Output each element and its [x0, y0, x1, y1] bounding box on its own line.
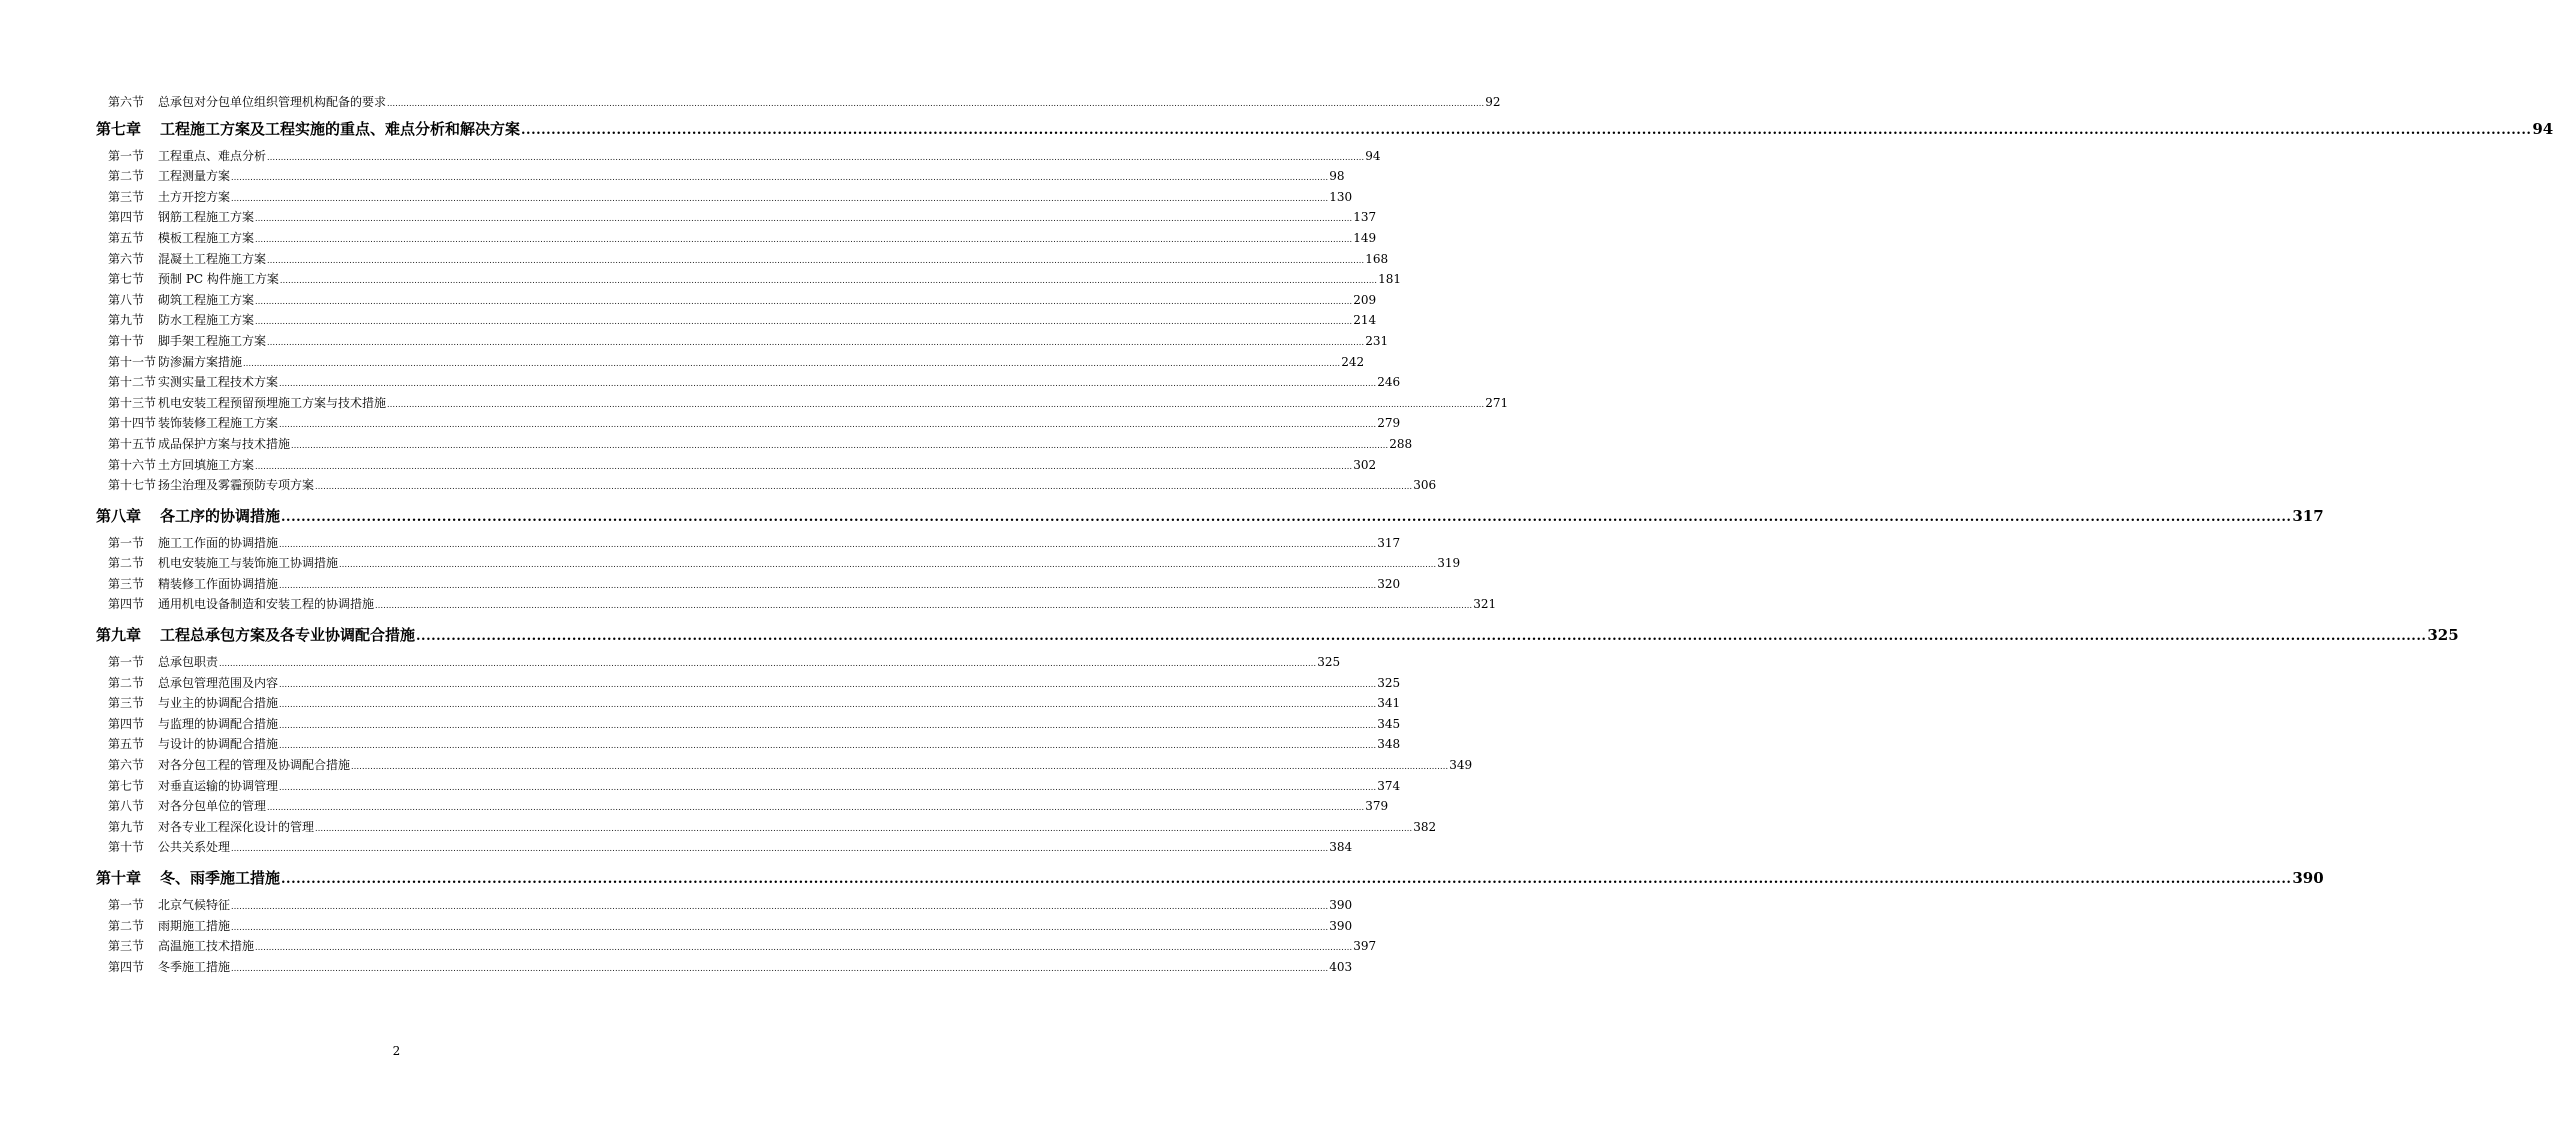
section-number: 第十四节: [108, 416, 157, 431]
section-title: 工程重点、难点分析: [158, 148, 267, 163]
toc-section-entry[interactable]: [96, 228, 1377, 249]
section-number: 第八节: [108, 799, 145, 814]
chapter-number: 第八章: [96, 506, 142, 525]
dot-leader: ................................................................................................................................................................................................................................................................................................................................................................................................................: [279, 580, 1377, 590]
toc-page-number: 94: [1365, 148, 1381, 163]
dot-leader: ................................................................................................................................................................................................................................................................................................................................................................................................................: [267, 255, 1365, 265]
toc-page-number: 302: [1353, 457, 1377, 472]
toc-page-number: 130: [1329, 189, 1353, 204]
section-number: 第十六节: [108, 457, 157, 472]
section-title: 机电安装施工与装饰施工协调措施: [158, 556, 339, 571]
section-number: 第六节: [108, 251, 145, 266]
toc-section-entry[interactable]: [96, 310, 1377, 331]
section-number: 第七节: [108, 272, 145, 287]
toc-page-number: 345: [1377, 716, 1401, 731]
toc-page-number: 209: [1353, 292, 1377, 307]
toc-page-number: 246: [1377, 375, 1401, 390]
section-number: 第八节: [108, 292, 145, 307]
section-title: 北京气候特征: [158, 898, 231, 912]
toc-section-entry[interactable]: [96, 734, 1401, 755]
section-number: 第十二节: [108, 375, 157, 390]
dot-leader: ................................................................................................................................................................................................................................................................................................................................................................................................................: [279, 679, 1377, 689]
section-number: 第一节: [108, 148, 145, 163]
section-title: 雨期施工措施: [158, 918, 231, 933]
dot-leader: ................................................................................................................................................................................................................................................................................................................................................................................................................: [279, 276, 1378, 286]
toc-chapter-entry[interactable]: [96, 504, 2324, 528]
toc-page-number: 242: [1341, 354, 1365, 369]
section-number: 第二节: [108, 918, 145, 933]
toc-page-number: 149: [1353, 230, 1377, 245]
section-number: 第四节: [108, 597, 145, 612]
toc-page-number: 390: [1329, 898, 1353, 912]
dot-leader: ................................................................................................................................................................................................................................................................................................................................................................................................................: [279, 720, 1377, 730]
dot-leader: ................................................................................................................................................................................................................................................................................................................................................................................................................: [231, 963, 1329, 973]
toc-page-number: 390: [2292, 869, 2324, 887]
dot-leader: ................................................................................................................................................................................................................................................................................................................................................................................................................: [231, 922, 1329, 932]
toc-section-entry[interactable]: [96, 269, 1401, 290]
toc-section-entry[interactable]: [96, 895, 1353, 916]
chapter-title: 工程施工方案及工程实施的重点、难点分析和解决方案: [160, 119, 521, 138]
toc-section-entry[interactable]: [96, 776, 1401, 797]
toc-page-number: 288: [1389, 436, 1413, 451]
section-number: 第四节: [108, 716, 145, 731]
dot-leader: ................................................................................................................................................................................................................................................................................................................................................................................................................: [231, 902, 1329, 911]
section-number: 第七节: [108, 778, 145, 793]
toc-page-number: 306: [1413, 478, 1437, 493]
section-title: 精装修工作面协调措施: [158, 576, 279, 591]
toc-page-number: 181: [1378, 272, 1401, 287]
dot-leader: ................................................................................................................................................................................................................................................................................................................................................................................................................: [231, 844, 1329, 854]
section-title: 钢筋工程施工方案: [158, 210, 255, 225]
toc-section-entry[interactable]: [96, 673, 1401, 694]
toc-section-entry[interactable]: [96, 936, 1377, 957]
toc-page-number: 321: [1473, 597, 1497, 612]
dot-leader: ................................................................................................................................................................................................................................................................................................................................................................................................................: [351, 762, 1449, 772]
toc-page-number: 325: [2427, 626, 2459, 645]
toc-page-number: 94: [2532, 119, 2553, 138]
dot-leader: ................................................................................................................................................................................................................................................................................................................................................................................................................: [255, 296, 1353, 306]
dot-leader: ................................................................................................................................................................................................................................................................................................................................................................................................................: [416, 629, 2427, 645]
section-title: 装饰装修工程施工方案: [158, 416, 279, 431]
toc-page-number: 397: [1353, 939, 1377, 954]
toc-page-number: 390: [1329, 918, 1353, 933]
section-title: 对各分包单位的管理: [158, 799, 267, 814]
toc-page-number: 319: [1437, 556, 1461, 571]
toc-section-entry[interactable]: [96, 553, 1461, 574]
section-title: 实测实量工程技术方案: [158, 375, 279, 390]
section-title: 预制 PC 构件施工方案: [158, 272, 279, 287]
dot-leader: ................................................................................................................................................................................................................................................................................................................................................................................................................: [267, 152, 1365, 162]
dot-leader: ................................................................................................................................................................................................................................................................................................................................................................................................................: [279, 700, 1377, 710]
chapter-number: 第九章: [96, 626, 142, 645]
toc-page-number: 214: [1353, 313, 1377, 328]
dot-leader: ................................................................................................................................................................................................................................................................................................................................................................................................................: [279, 539, 1377, 549]
toc-section-entry[interactable]: [96, 594, 1497, 615]
section-number: 第十五节: [108, 436, 157, 451]
section-number: 第十一节: [108, 354, 157, 369]
toc-chapter-entry[interactable]: [96, 866, 2324, 890]
section-title: 土方开挖方案: [158, 189, 231, 204]
toc-section-entry[interactable]: [96, 92, 1501, 113]
dot-leader: ................................................................................................................................................................................................................................................................................................................................................................................................................: [387, 399, 1485, 409]
section-title: 土方回填施工方案: [158, 457, 255, 472]
chapter-number: 第十章: [96, 869, 142, 887]
section-number: 第一节: [108, 535, 145, 550]
dot-leader: ................................................................................................................................................................................................................................................................................................................................................................................................................: [521, 122, 2532, 138]
section-title: 与监理的协调配合措施: [158, 716, 279, 731]
toc-section-entry[interactable]: [96, 714, 1401, 735]
section-title: 混凝土工程施工方案: [158, 251, 267, 266]
toc-section-entry[interactable]: [96, 352, 1365, 373]
section-number: 第五节: [108, 737, 145, 752]
toc-section-entry[interactable]: [96, 290, 1377, 311]
section-title: 脚手架工程施工方案: [158, 333, 267, 348]
section-title: 通用机电设备制造和安装工程的协调措施: [158, 597, 375, 612]
dot-leader: ................................................................................................................................................................................................................................................................................................................................................................................................................: [279, 782, 1377, 792]
toc-page-number: 325: [1377, 675, 1401, 690]
toc-page-number: 349: [1449, 758, 1473, 773]
section-number: 第三节: [108, 189, 145, 204]
toc-section-entry[interactable]: [96, 187, 1353, 208]
dot-leader: ................................................................................................................................................................................................................................................................................................................................................................................................................: [281, 509, 2292, 525]
toc-page-number: 98: [1329, 169, 1345, 184]
toc-section-entry[interactable]: [96, 455, 1377, 476]
toc-page-number: 320: [1377, 576, 1401, 591]
section-title: 机电安装工程预留预埋施工方案与技术措施: [158, 395, 387, 410]
section-number: 第三节: [108, 576, 145, 591]
toc-page-number: 403: [1329, 959, 1353, 974]
section-number: 第十节: [108, 333, 145, 348]
toc-section-entry[interactable]: [96, 475, 1437, 496]
section-number: 第六节: [108, 758, 145, 773]
toc-chapter-entry[interactable]: [96, 623, 2459, 647]
toc-page-number: 168: [1365, 251, 1389, 266]
section-number: 第九节: [108, 819, 145, 834]
section-title: 总承包管理范围及内容: [158, 675, 279, 690]
section-title: 高温施工技术措施: [158, 939, 255, 954]
dot-leader: ................................................................................................................................................................................................................................................................................................................................................................................................................: [255, 214, 1353, 224]
toc-section-entry[interactable]: [96, 652, 1341, 673]
toc-page-number: 279: [1377, 416, 1401, 431]
section-title: 防渗漏方案措施: [158, 354, 243, 369]
dot-leader: ................................................................................................................................................................................................................................................................................................................................................................................................................: [279, 379, 1377, 389]
toc-page-number: 341: [1377, 696, 1401, 711]
toc-section-entry[interactable]: [96, 837, 1353, 858]
section-title: 砌筑工程施工方案: [158, 292, 255, 307]
toc-section-entry[interactable]: [96, 331, 1389, 352]
chapter-title: 各工序的协调措施: [160, 506, 281, 525]
section-number: 第二节: [108, 556, 145, 571]
toc-section-entry[interactable]: [96, 393, 1509, 414]
dot-leader: ................................................................................................................................................................................................................................................................................................................................................................................................................: [255, 234, 1353, 244]
toc-section-entry[interactable]: [96, 957, 1353, 978]
toc-section-entry[interactable]: [96, 434, 1413, 455]
section-title: 对各专业工程深化设计的管理: [158, 819, 315, 834]
section-title: 冬季施工措施: [158, 959, 231, 974]
toc-page-number: 317: [2292, 506, 2324, 525]
section-number: 第二节: [108, 675, 145, 690]
section-title: 扬尘治理及雾霾预防专项方案: [158, 478, 315, 493]
dot-leader: ................................................................................................................................................................................................................................................................................................................................................................................................................: [291, 440, 1389, 450]
chapter-title: 工程总承包方案及各专业协调配合措施: [160, 626, 416, 645]
dot-leader: ................................................................................................................................................................................................................................................................................................................................................................................................................: [243, 358, 1341, 368]
section-number: 第六节: [108, 95, 145, 109]
toc-page-number: 271: [1485, 395, 1509, 410]
section-number: 第十三节: [108, 395, 157, 410]
section-title: 施工工作面的协调措施: [158, 535, 279, 550]
toc-page-number: 325: [1317, 655, 1341, 670]
toc-page-number: 231: [1365, 333, 1389, 348]
section-number: 第十七节: [108, 478, 157, 493]
dot-leader: ................................................................................................................................................................................................................................................................................................................................................................................................................: [255, 461, 1353, 471]
toc-page-number: 348: [1377, 737, 1401, 752]
section-title: 防水工程施工方案: [158, 313, 255, 328]
toc-page-number: 379: [1365, 799, 1389, 814]
section-title: 对垂直运输的协调管理: [158, 778, 279, 793]
toc-section-entry[interactable]: [96, 574, 1401, 595]
section-number: 第三节: [108, 939, 145, 954]
section-title: 成品保护方案与技术措施: [158, 436, 291, 451]
dot-leader: ................................................................................................................................................................................................................................................................................................................................................................................................................: [231, 173, 1329, 183]
dot-leader: ................................................................................................................................................................................................................................................................................................................................................................................................................: [267, 803, 1365, 813]
toc-section-entry[interactable]: [96, 166, 1345, 187]
toc-chapter-entry[interactable]: [96, 117, 2553, 141]
section-title: 与设计的协调配合措施: [158, 737, 279, 752]
dot-leader: ................................................................................................................................................................................................................................................................................................................................................................................................................: [387, 99, 1485, 108]
section-title: 总承包职责: [158, 655, 219, 670]
toc-section-entry[interactable]: [96, 207, 1377, 228]
toc-page-number: 374: [1377, 778, 1401, 793]
chapter-title: 冬、雨季施工措施: [160, 869, 281, 887]
section-number: 第九节: [108, 313, 145, 328]
dot-leader: ................................................................................................................................................................................................................................................................................................................................................................................................................: [255, 317, 1353, 327]
toc-section-entry[interactable]: [96, 413, 1401, 434]
dot-leader: ................................................................................................................................................................................................................................................................................................................................................................................................................: [255, 943, 1353, 953]
dot-leader: ................................................................................................................................................................................................................................................................................................................................................................................................................: [279, 420, 1377, 430]
dot-leader: ................................................................................................................................................................................................................................................................................................................................................................................................................: [281, 872, 2292, 887]
toc-page-number: 382: [1413, 819, 1437, 834]
toc-section-entry[interactable]: [96, 817, 1437, 838]
toc-page-number: 137: [1353, 210, 1377, 225]
dot-leader: ................................................................................................................................................................................................................................................................................................................................................................................................................: [231, 193, 1329, 203]
toc-section-entry[interactable]: [96, 533, 1401, 554]
dot-leader: ................................................................................................................................................................................................................................................................................................................................................................................................................: [315, 823, 1413, 833]
dot-leader: ................................................................................................................................................................................................................................................................................................................................................................................................................: [375, 601, 1473, 611]
toc-section-entry[interactable]: [96, 372, 1401, 393]
section-number: 第四节: [108, 210, 145, 225]
toc-page-number: 317: [1377, 535, 1401, 550]
section-title: 公共关系处理: [158, 840, 231, 855]
chapter-number: 第七章: [96, 119, 142, 138]
toc-section-entry[interactable]: [96, 755, 1473, 776]
section-title: 对各分包工程的管理及协调配合措施: [158, 758, 351, 773]
section-number: 第一节: [108, 655, 145, 670]
section-title: 总承包对分包单位组织管理机构配备的要求: [158, 95, 387, 109]
dot-leader: ................................................................................................................................................................................................................................................................................................................................................................................................................: [279, 741, 1377, 751]
toc-section-entry[interactable]: [96, 146, 1381, 167]
section-number: 第三节: [108, 696, 145, 711]
toc-section-entry[interactable]: [96, 249, 1389, 270]
section-number: 第十节: [108, 840, 145, 855]
dot-leader: ................................................................................................................................................................................................................................................................................................................................................................................................................: [315, 482, 1413, 492]
section-title: 模板工程施工方案: [158, 230, 255, 245]
section-number: 第五节: [108, 230, 145, 245]
toc-section-entry[interactable]: [96, 693, 1401, 714]
toc-page-number: 92: [1485, 95, 1501, 109]
dot-leader: ................................................................................................................................................................................................................................................................................................................................................................................................................: [267, 337, 1365, 347]
section-title: 与业主的协调配合措施: [158, 696, 279, 711]
section-number: 第二节: [108, 169, 145, 184]
toc-section-entry[interactable]: [96, 916, 1353, 937]
page-number: 2: [392, 1044, 401, 1058]
section-number: 第四节: [108, 959, 145, 974]
dot-leader: ................................................................................................................................................................................................................................................................................................................................................................................................................: [339, 560, 1437, 570]
section-title: 工程测量方案: [158, 169, 231, 184]
table-of-contents: [96, 92, 2553, 977]
dot-leader: ................................................................................................................................................................................................................................................................................................................................................................................................................: [219, 659, 1317, 669]
toc-page-number: 384: [1329, 840, 1353, 855]
toc-section-entry[interactable]: [96, 796, 1389, 817]
section-number: 第一节: [108, 898, 145, 912]
